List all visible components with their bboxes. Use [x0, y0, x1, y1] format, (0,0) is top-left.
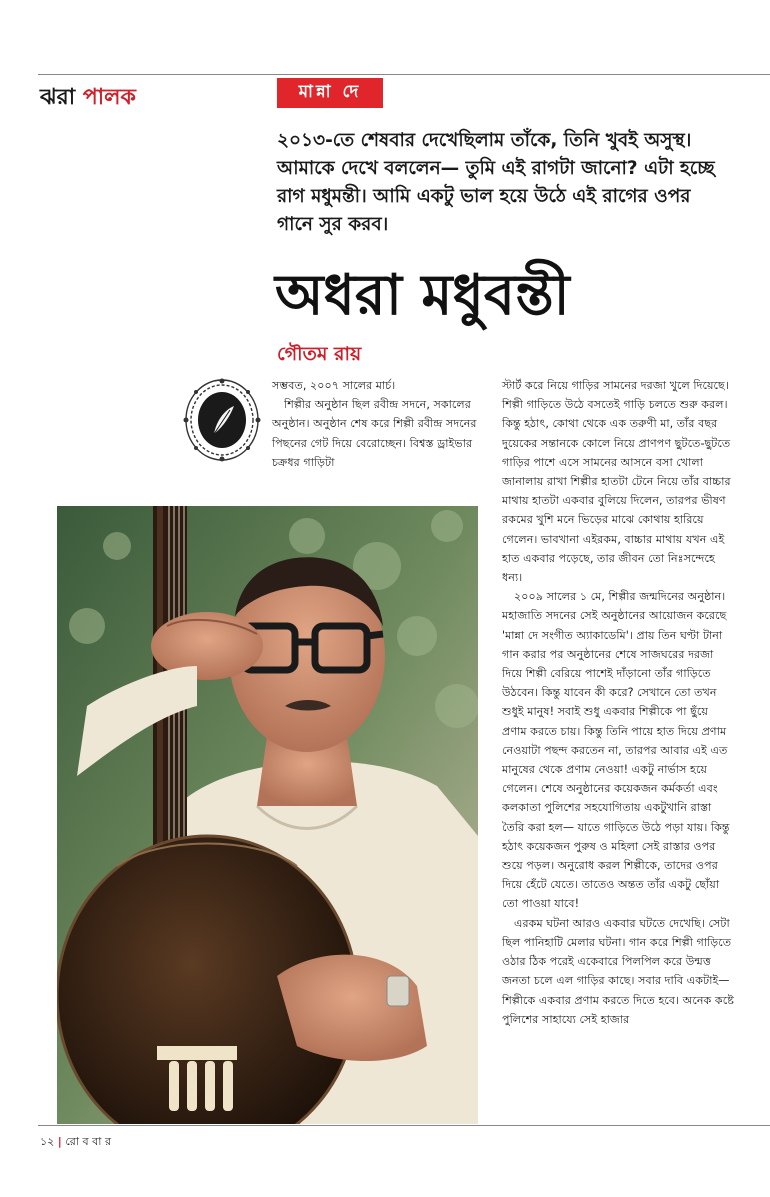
- section-title: [40, 80, 136, 117]
- article-column-1: [272, 376, 482, 472]
- section-title-red: পালক: [82, 85, 136, 110]
- series-tag: মান্না দে: [277, 78, 383, 108]
- page-folio: [40, 1133, 111, 1152]
- headline: অধরা মধুবন্তী: [275, 262, 570, 328]
- section-title-black: ঝরা: [40, 85, 76, 110]
- magazine-name: রো ব বা র: [65, 1135, 112, 1148]
- author-byline: গৌতম রায়: [277, 343, 362, 365]
- portrait-photo-with-tanpura: [57, 506, 478, 1124]
- page-number: ১২: [40, 1135, 55, 1148]
- feather-emblem-icon: [180, 378, 264, 462]
- paragraph: ২০০৯ সালের ১ মে, শিল্পীর জন্মদিনের অনুষ্ঠান। মহাজাতি সদনের সেই অনুষ্ঠানের আয়োজন করেছে 'মান্না দে সংগীত অ্যাকাডেমি'। প্রায় তিন ঘণ্টা টানা গান করার পর অনুষ্ঠানের শেষে সাজঘরের দরজা দিয়ে শিল্পী বেরিয়ে পাশেই দাঁড়ানো তাঁর গাড়িতে উঠবেন। কিন্তু যাবেন কী করে? সেখানে তো তখন শুধুই মানুষ! সবাই শুধু একবার শিল্পীকে পা ছুঁয়ে প্রণাম করতে চায়। কিন্তু তিনি পায়ে হাত দিয়ে প্রণাম নেওয়াটা পছন্দ করতেন না, তারপর আবার এই এত মানুষের থেকে প্রণাম নেওয়া! একটু নার্ভাস হয়ে গেলেন। শেষে অনুষ্ঠানের কয়েকজন কর্মকর্তা এবং কলকাতা পুলিশের সহযোগিতায় একটুখানি রাস্তা তৈরি করা হল— যাতে গাড়িতে উঠে পড়া যায়। কিন্তু হঠাৎ কয়েকজন পুরুষ ও মহিলা সেই রাস্তার ওপর শুয়ে পড়ল। অনুরোধ করল শিল্পীকে, তাদের ওপর দিয়ে হেঁটে যেতে। তাতেও অন্তত তাঁর একটু ছোঁয়া তো পাওয়া যাবে!: [502, 590, 730, 911]
- folio-separator: |: [57, 1135, 62, 1148]
- top-rule: [38, 74, 770, 75]
- paragraph: সম্ভবত, ২০০৭ সালের মার্চ।: [272, 379, 396, 392]
- article-column-2: [502, 376, 734, 1029]
- bottom-rule: [38, 1125, 770, 1126]
- paragraph: স্টার্ট করে নিয়ে গাড়ির সামনের দরজা খুলে দিয়েছে। শিল্পী গাড়িতে উঠে বসতেই গাড়ি চলতে শুরু করল। কিন্তু হঠাৎ, কোথা থেকে এক তরুণী মা, তাঁর বছর দুয়েকের সন্তানকে কোলে নিয়ে প্রাণপণ ছুটতে-ছুটতে গাড়ির পাশে এসে সামনের আসনে বসা খোলা জানালায় রাখা শিল্পীর হাতটা টেনে নিয়ে তাঁর বাচ্চার মাথায় হাতটা একবার বুলিয়ে দিলেন, তারপর ভীষণ রকমের খুশি মনে ভিড়ের মাঝে কোথায় হারিয়ে গেলেন। ভাবখানা এইরকম, বাচ্চার মাথায় যখন এই হাত একবার পড়েছে, তার জীবন তো নিঃসন্দেহে ধন্য।: [502, 379, 731, 585]
- paragraph: এরকম ঘটনা আরও একবার ঘটতে দেখেছি। সেটা ছিল পানিহাটি মেলার ঘটনা। গান করে শিল্পী গাড়িতে ওঠার ঠিক পরেই একেবারে পিলপিল করে উন্মত্ত জনতা চলে এল গাড়ির কাছে। সবার দাবি একটাই— শিল্পীকে একবার প্রণাম করতে দিতে হবে। অনেক কষ্টে পুলিশের সাহায্যে সেই হাজার: [502, 916, 734, 1026]
- intro-standfirst: ২০১৩-তে শেষবার দেখেছিলাম তাঁকে, তিনি খুবই অসুস্থ। আমাকে দেখে বললেন— তুমি এই রাগটা জানো? এটা হচ্ছে রাগ মধুমন্তী। আমি একটু ভাল হয়ে উঠে এই রাগের ওপর গানে সুর করব।: [277, 130, 715, 235]
- paragraph: শিল্পীর অনুষ্ঠান ছিল রবীন্দ্র সদনে, সকালের অনুষ্ঠান। অনুষ্ঠান শেষ করে শিল্পী রবীন্দ্র সদনের পিছনের গেট দিয়ে বেরোচ্ছেন। বিশ্বস্ত ড্রাইভার চক্রধর গাড়িটা: [272, 398, 477, 469]
